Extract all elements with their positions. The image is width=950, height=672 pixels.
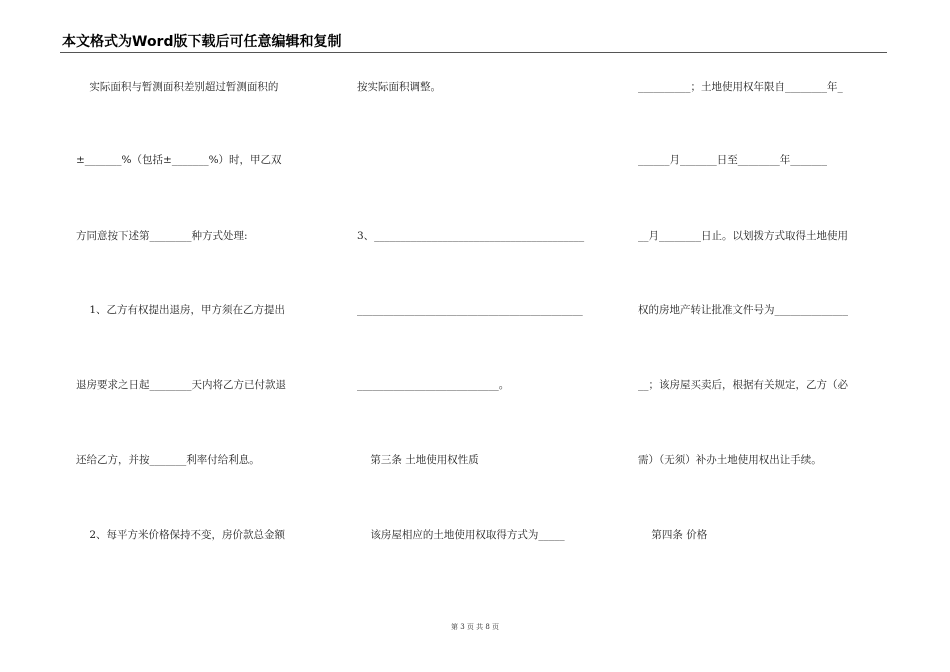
document-header-title: 本文格式为Word版下载后可任意编辑和复制 [62, 34, 342, 50]
left-column-line: 还给乙方，并按_______利率付给利息。 [76, 454, 260, 466]
header-divider [60, 52, 887, 53]
right-column-line: __________；土地使用权年限自________年_ [638, 81, 843, 93]
left-column-line: 2、每平方米价格保持不变，房价款总金额 [76, 529, 286, 541]
right-column-line: 需）（无须）补办土地使用权出让手续。 [638, 454, 822, 466]
middle-column-line: 按实际面积调整。 [357, 81, 441, 93]
left-column-line: 方同意按下述第________种方式处理: [76, 230, 248, 242]
right-column-line: 权的房地产转让批准文件号为______________ [638, 304, 848, 316]
right-column-line: __；该房屋买卖后，根据有关规定，乙方（必 [638, 379, 848, 391]
right-column-line: __月________日止。以划拨方式取得土地使用 [638, 230, 848, 242]
left-column-line: 实际面积与暂测面积差别超过暂测面积的 [76, 81, 279, 93]
left-column-line: 1、乙方有权提出退房，甲方须在乙方提出 [76, 304, 286, 316]
middle-column-line: 第三条 土地使用权性质 [357, 454, 479, 466]
left-column-line: ±_______%（包括±_______%）时，甲乙双 [76, 154, 282, 166]
right-column-line: 第四条 价格 [638, 529, 708, 541]
middle-column-line: ___________________________。 [357, 379, 510, 391]
middle-column-line: 该房屋相应的土地使用权取得方式为_____ [357, 529, 565, 541]
middle-column-line: ___________________________________________ [357, 304, 583, 316]
middle-column-line: 3、________________________________________ [357, 230, 585, 242]
right-column-line: ______月_______日至________年_______ [638, 154, 827, 166]
page-number: 第 3 页 共 8 页 [450, 623, 500, 631]
left-column-line: 退房要求之日起________天内将乙方已付款退 [76, 379, 286, 391]
